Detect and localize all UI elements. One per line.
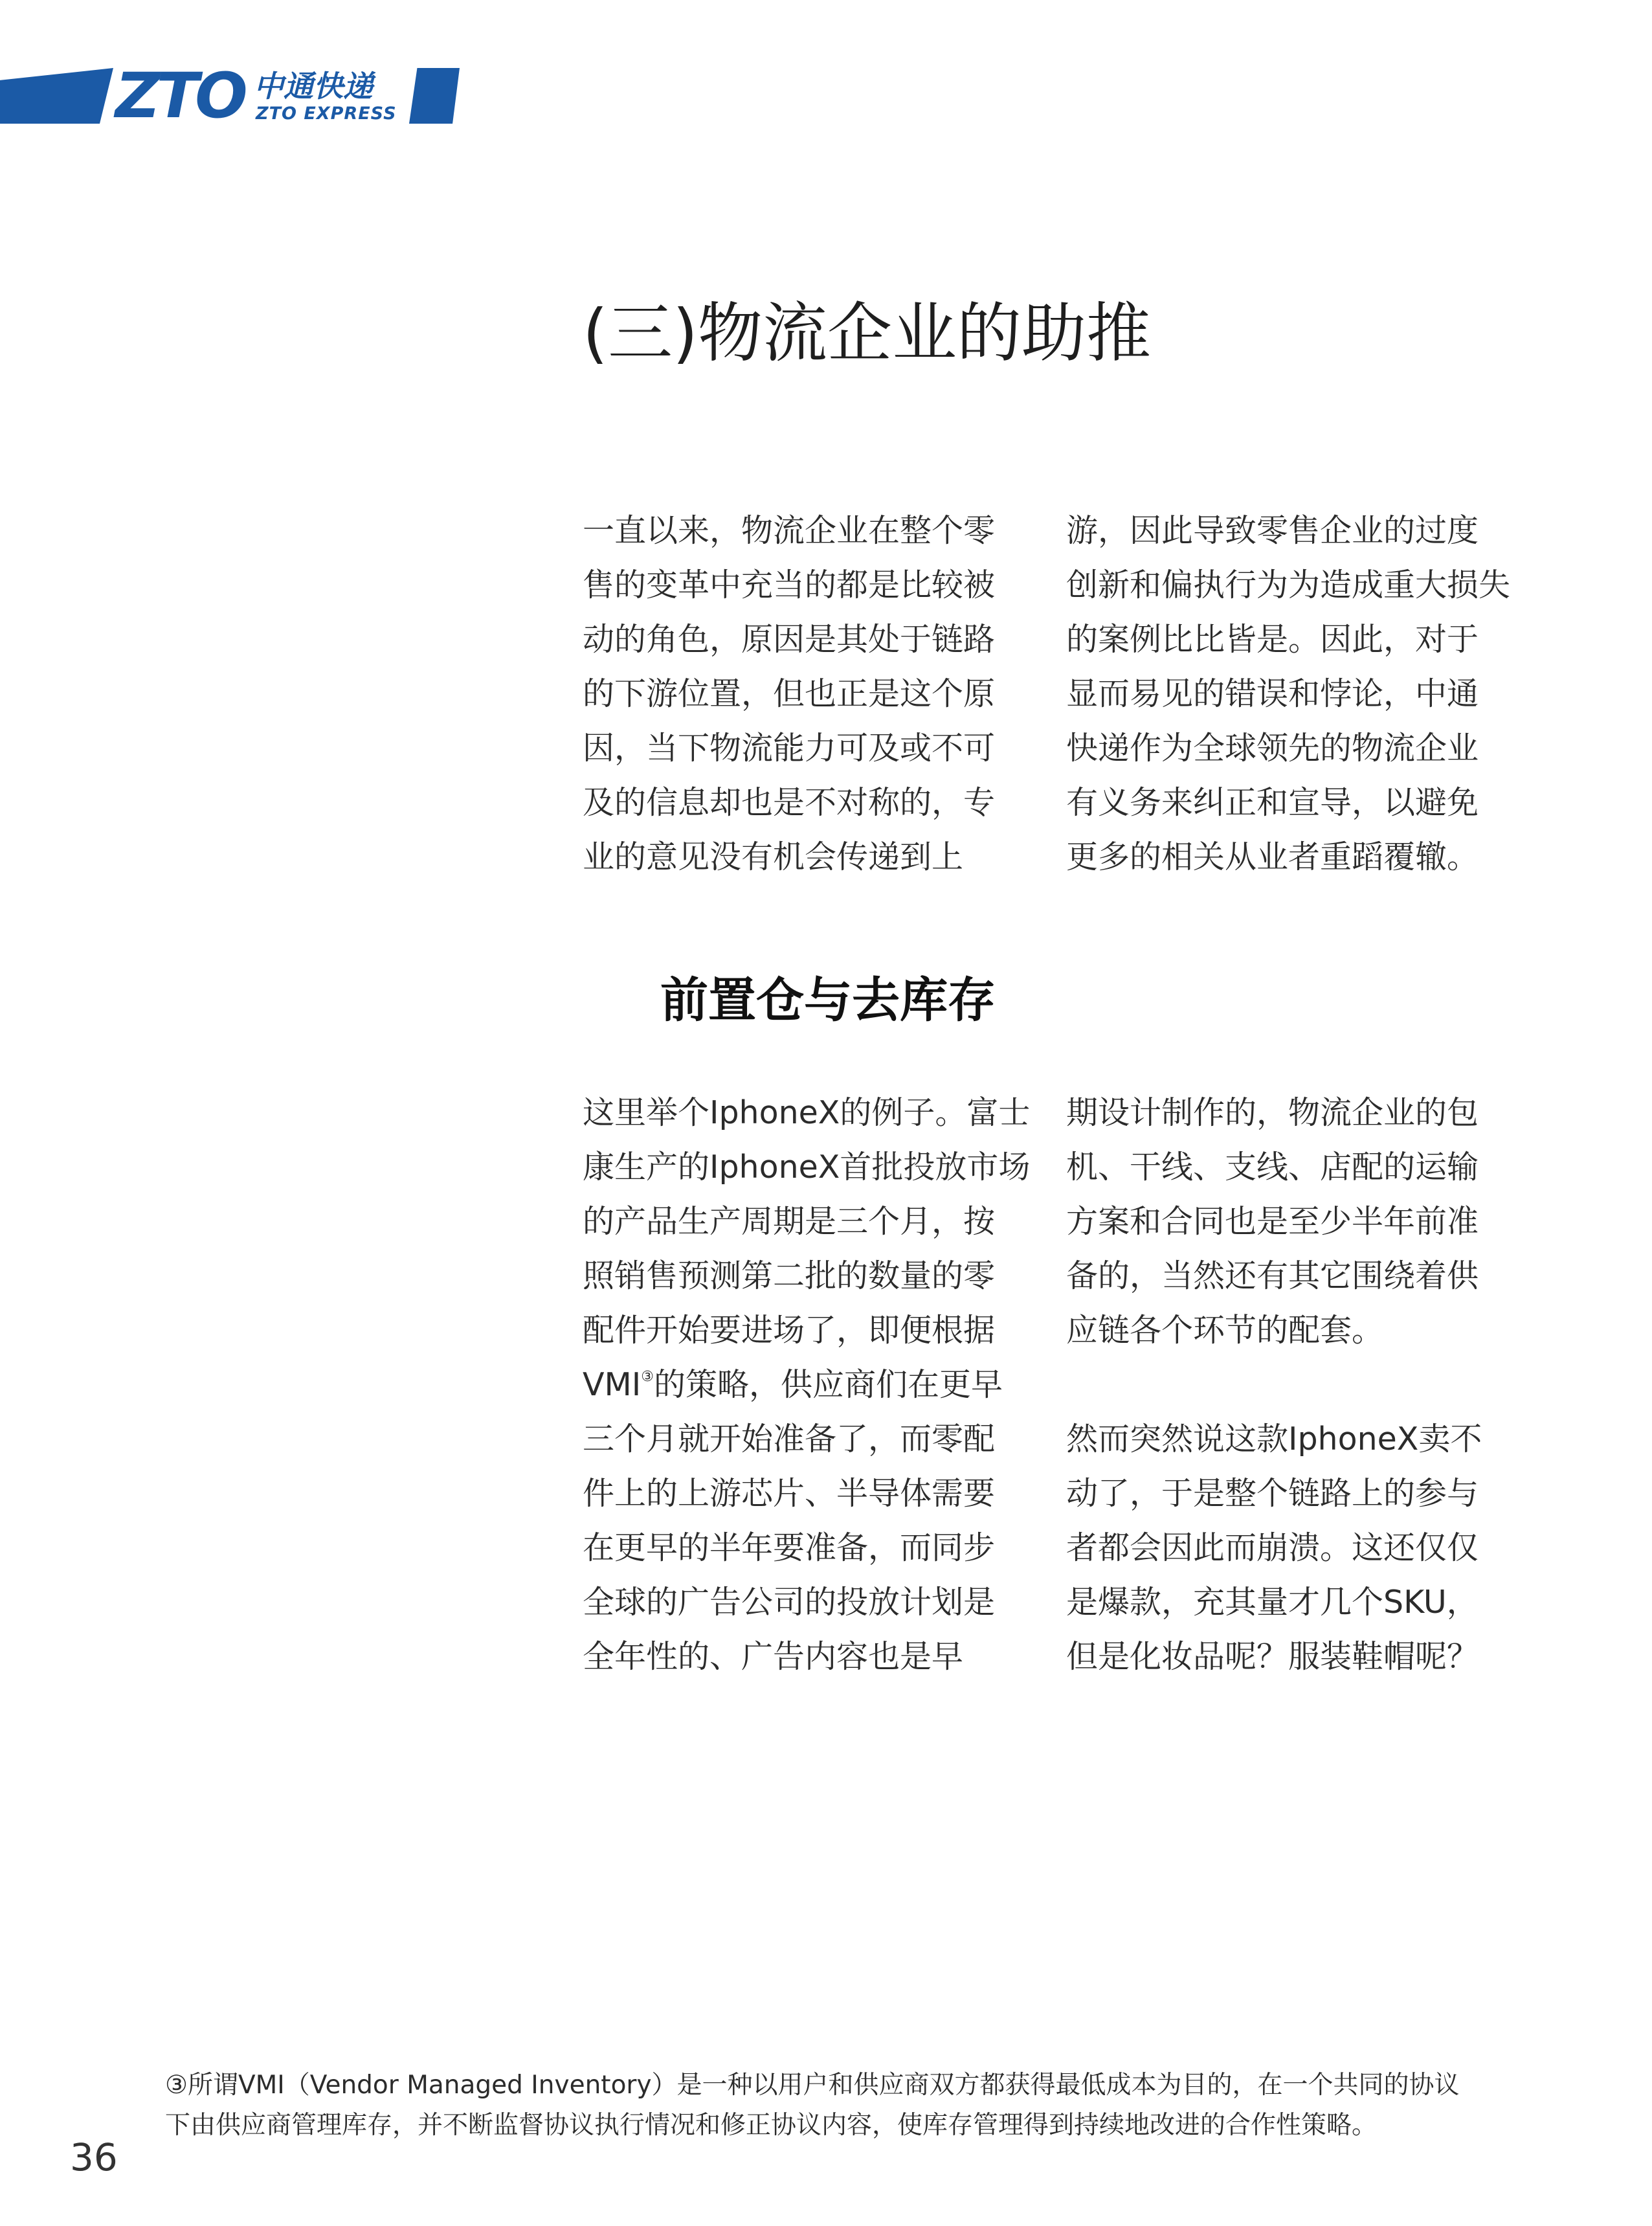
intro-paragraph-left: 一直以来，物流企业在整个零 售的变革中充当的都是比较被 动的角色，原因是其处于链路 的下游位置，但也正是这个原 因，当下物流能力可及或不可 及的信息却也是不对称的，专 业的意见没有机会传递到上 [583,512,996,875]
logo-mark: ZTO [115,60,244,132]
body-paragraph-left [583,1086,1049,1684]
footnote-reference: ③ [641,1369,654,1385]
logo-stripe-left [0,68,113,124]
body-left-text-after-note: 的策略，供应商们在更早 三个月就开始准备了，而零配 件上的上游芯片、半导体需要 在更早的半年要准备，而同步 全球的广告公司的投放计划是 全年性的、广告内容也是早 [583,1366,1003,1675]
header-logo [0,60,466,132]
footnote: ③所谓VMI（Vendor Managed Inventory）是一种以用户和供应商双方都获得最低成本为目的，在一个共同的协议 下由供应商管理库存，并不断监督协议执行情况和修正协议内容，使库存管理得到持续地改进的合作性策略。 [165,2071,1460,2140]
intro-paragraph-right: 游，因此导致零售企业的过度 创新和偏执行为为造成重大损失 的案例比比皆是。因此，对于 显而易见的错误和悖论，中通 快递作为全球领先的物流企业 有义务来纠正和宣导，以避免 更多的相关从业者重蹈覆辙。 [1066,512,1511,875]
subsection-heading: 前置仓与去库存 [660,972,996,1028]
section-title: (三)物流企业的助推 [583,295,1152,371]
body-paragraph-right-2: 然而突然说这款IphoneX卖不 动了，于是整个链路上的参与 者都会因此而崩溃。这还仅仅 是爆款，充其量才几个SKU， 但是化妆品呢？服装鞋帽呢？ [1066,1421,1482,1675]
body-left-text-before-note: 这里举个IphoneX的例子。富士 康生产的IphoneX首批投放市场 的产品生产周期是三个月，按 照销售预测第二批的数量的零 配件开始要进场了，即便根据 VMI [583,1094,1031,1403]
page-number: 36 [70,2135,118,2179]
logo-english-name: ZTO EXPRESS [256,104,397,124]
body-paragraph-right-1: 期设计制作的，物流企业的包 机、干线、支线、店配的运输 方案和合同也是至少半年前准 备的，当然还有其它围绕着供 应链各个环节的配套。 [1066,1094,1479,1349]
logo-chinese-name: 中通快递 [254,69,373,104]
logo-stripe-right [409,68,460,124]
